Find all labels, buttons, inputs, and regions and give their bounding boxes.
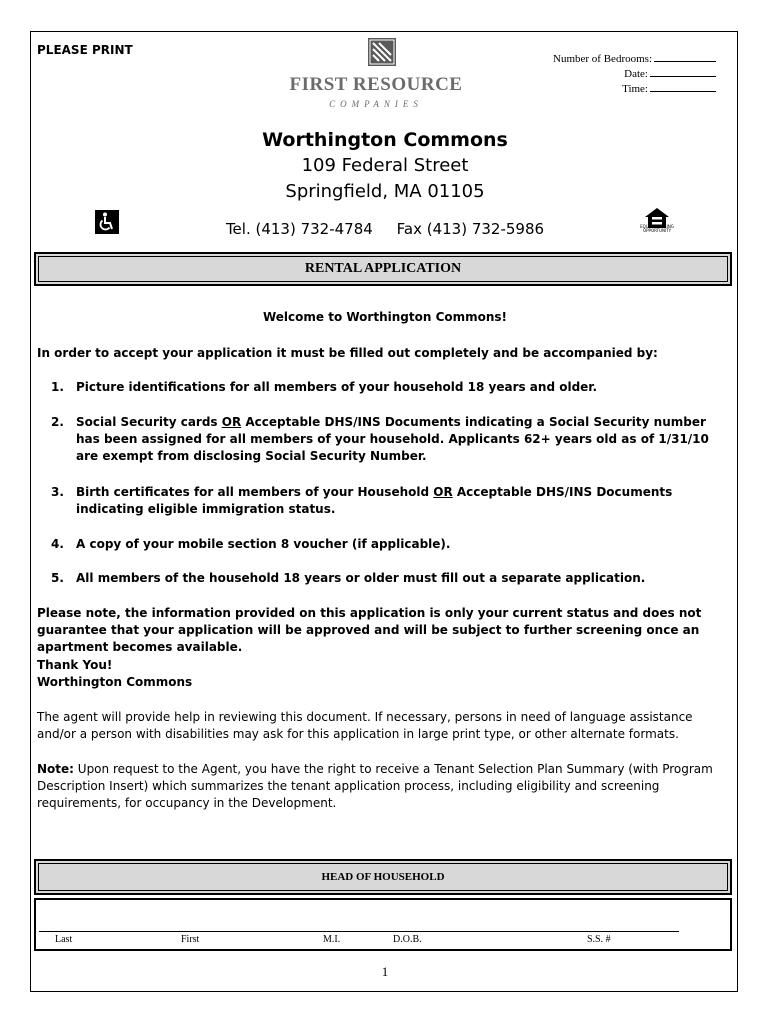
requirement-number: 5. xyxy=(51,571,64,585)
requirement-number: 3. xyxy=(51,485,64,499)
requirement-number: 4. xyxy=(51,537,64,551)
property-address-line2: Springfield, MA 01105 xyxy=(285,181,485,202)
note-paragraph xyxy=(37,761,727,812)
requirement-number: 2. xyxy=(51,415,64,429)
last-name-label: Last xyxy=(55,934,73,945)
social-security-label: S.S. # xyxy=(587,934,611,945)
requirement-text: Picture identifications for all members of your household 18 years and older. xyxy=(76,380,598,394)
requirement-or: OR xyxy=(433,485,453,499)
company-name: FIRST RESOURCE xyxy=(289,74,463,95)
note-text: Upon request to the Agent, you have the right to receive a Tenant Selection Plan Summary (with Program Description Insert) which summarizes the tenant application process, including eligibility and screening requirements, for occupancy in the Development. xyxy=(37,762,713,810)
equal-housing-text: EQUAL HOUSING OPPORTUNITY xyxy=(640,224,674,233)
head-of-household-fields[interactable] xyxy=(34,898,732,951)
requirement-text-part: Acceptable DHS/INS Documents indicating a Social Security number has been assigned for all members of your household. Applicants 62+ years old as of 1/31/10 are exempt from disclosing Social Security Number. xyxy=(76,415,709,463)
requirement-number: 1. xyxy=(51,380,64,394)
rental-application-banner xyxy=(34,252,732,286)
first-name-label: First xyxy=(181,934,200,945)
date-of-birth-label: D.O.B. xyxy=(393,934,422,945)
welcome-text: Welcome to Worthington Commons! xyxy=(262,310,508,324)
requirement-text-part: Social Security cards xyxy=(76,415,222,429)
please-print-label: PLEASE PRINT xyxy=(37,43,133,57)
intro-text: In order to accept your application it must be filled out completely and be accompanied by: xyxy=(37,346,658,360)
head-of-household-name-line[interactable] xyxy=(39,931,679,932)
please-note-text: Please note, the information provided on this application is only your current status and does not guarantee that your application will be approved and will be subject to further screening once an apartment becomes available. xyxy=(37,606,702,654)
property-name: Worthington Commons xyxy=(262,129,508,151)
time-field[interactable] xyxy=(650,81,716,92)
office-use-fields xyxy=(553,51,716,96)
bedrooms-row xyxy=(553,51,716,66)
application-page xyxy=(30,31,738,992)
agent-help-text: The agent will provide help in reviewing this document. If necessary, persons in need of language assistance and/or a person with disabilities may ask for this application in large print type, or other alternate formats. xyxy=(37,710,693,741)
property-phone-fax: Tel. (413) 732-4784 Fax (413) 732-5986 xyxy=(225,220,545,238)
time-row xyxy=(553,81,716,96)
requirement-text xyxy=(76,414,721,465)
head-of-household-title: HEAD OF HOUSEHOLD xyxy=(38,863,728,891)
date-label: Date: xyxy=(624,68,648,80)
requirement-text-part: Acceptable DHS/INS Documents indicating eligible immigration status. xyxy=(76,485,673,516)
requirement-or: OR xyxy=(221,415,242,429)
requirement-text: All members of the household 18 years or older must fill out a separate application. xyxy=(76,571,646,585)
middle-initial-label: M.I. xyxy=(323,934,341,945)
bedrooms-label: Number of Bedrooms: xyxy=(553,53,652,65)
requirement-text: A copy of your mobile section 8 voucher (if applicable). xyxy=(76,537,451,551)
page-number: 1 xyxy=(381,964,389,979)
signoff-text: Worthington Commons xyxy=(37,675,193,689)
note-label: Note: xyxy=(37,762,74,776)
date-row xyxy=(553,66,716,81)
thank-you-text: Thank You! xyxy=(37,658,113,672)
requirement-text xyxy=(76,484,721,518)
rental-application-title: RENTAL APPLICATION xyxy=(38,256,728,282)
head-of-household-banner xyxy=(34,859,732,895)
company-logo-icon xyxy=(368,38,396,66)
requirement-text-part: Birth certificates for all members of your Household xyxy=(76,485,434,499)
company-subtitle: COMPANIES xyxy=(329,99,423,109)
time-label: Time: xyxy=(622,83,648,95)
bedrooms-field[interactable] xyxy=(654,51,716,62)
date-field[interactable] xyxy=(650,66,716,77)
property-address-line1: 109 Federal Street xyxy=(301,155,469,176)
